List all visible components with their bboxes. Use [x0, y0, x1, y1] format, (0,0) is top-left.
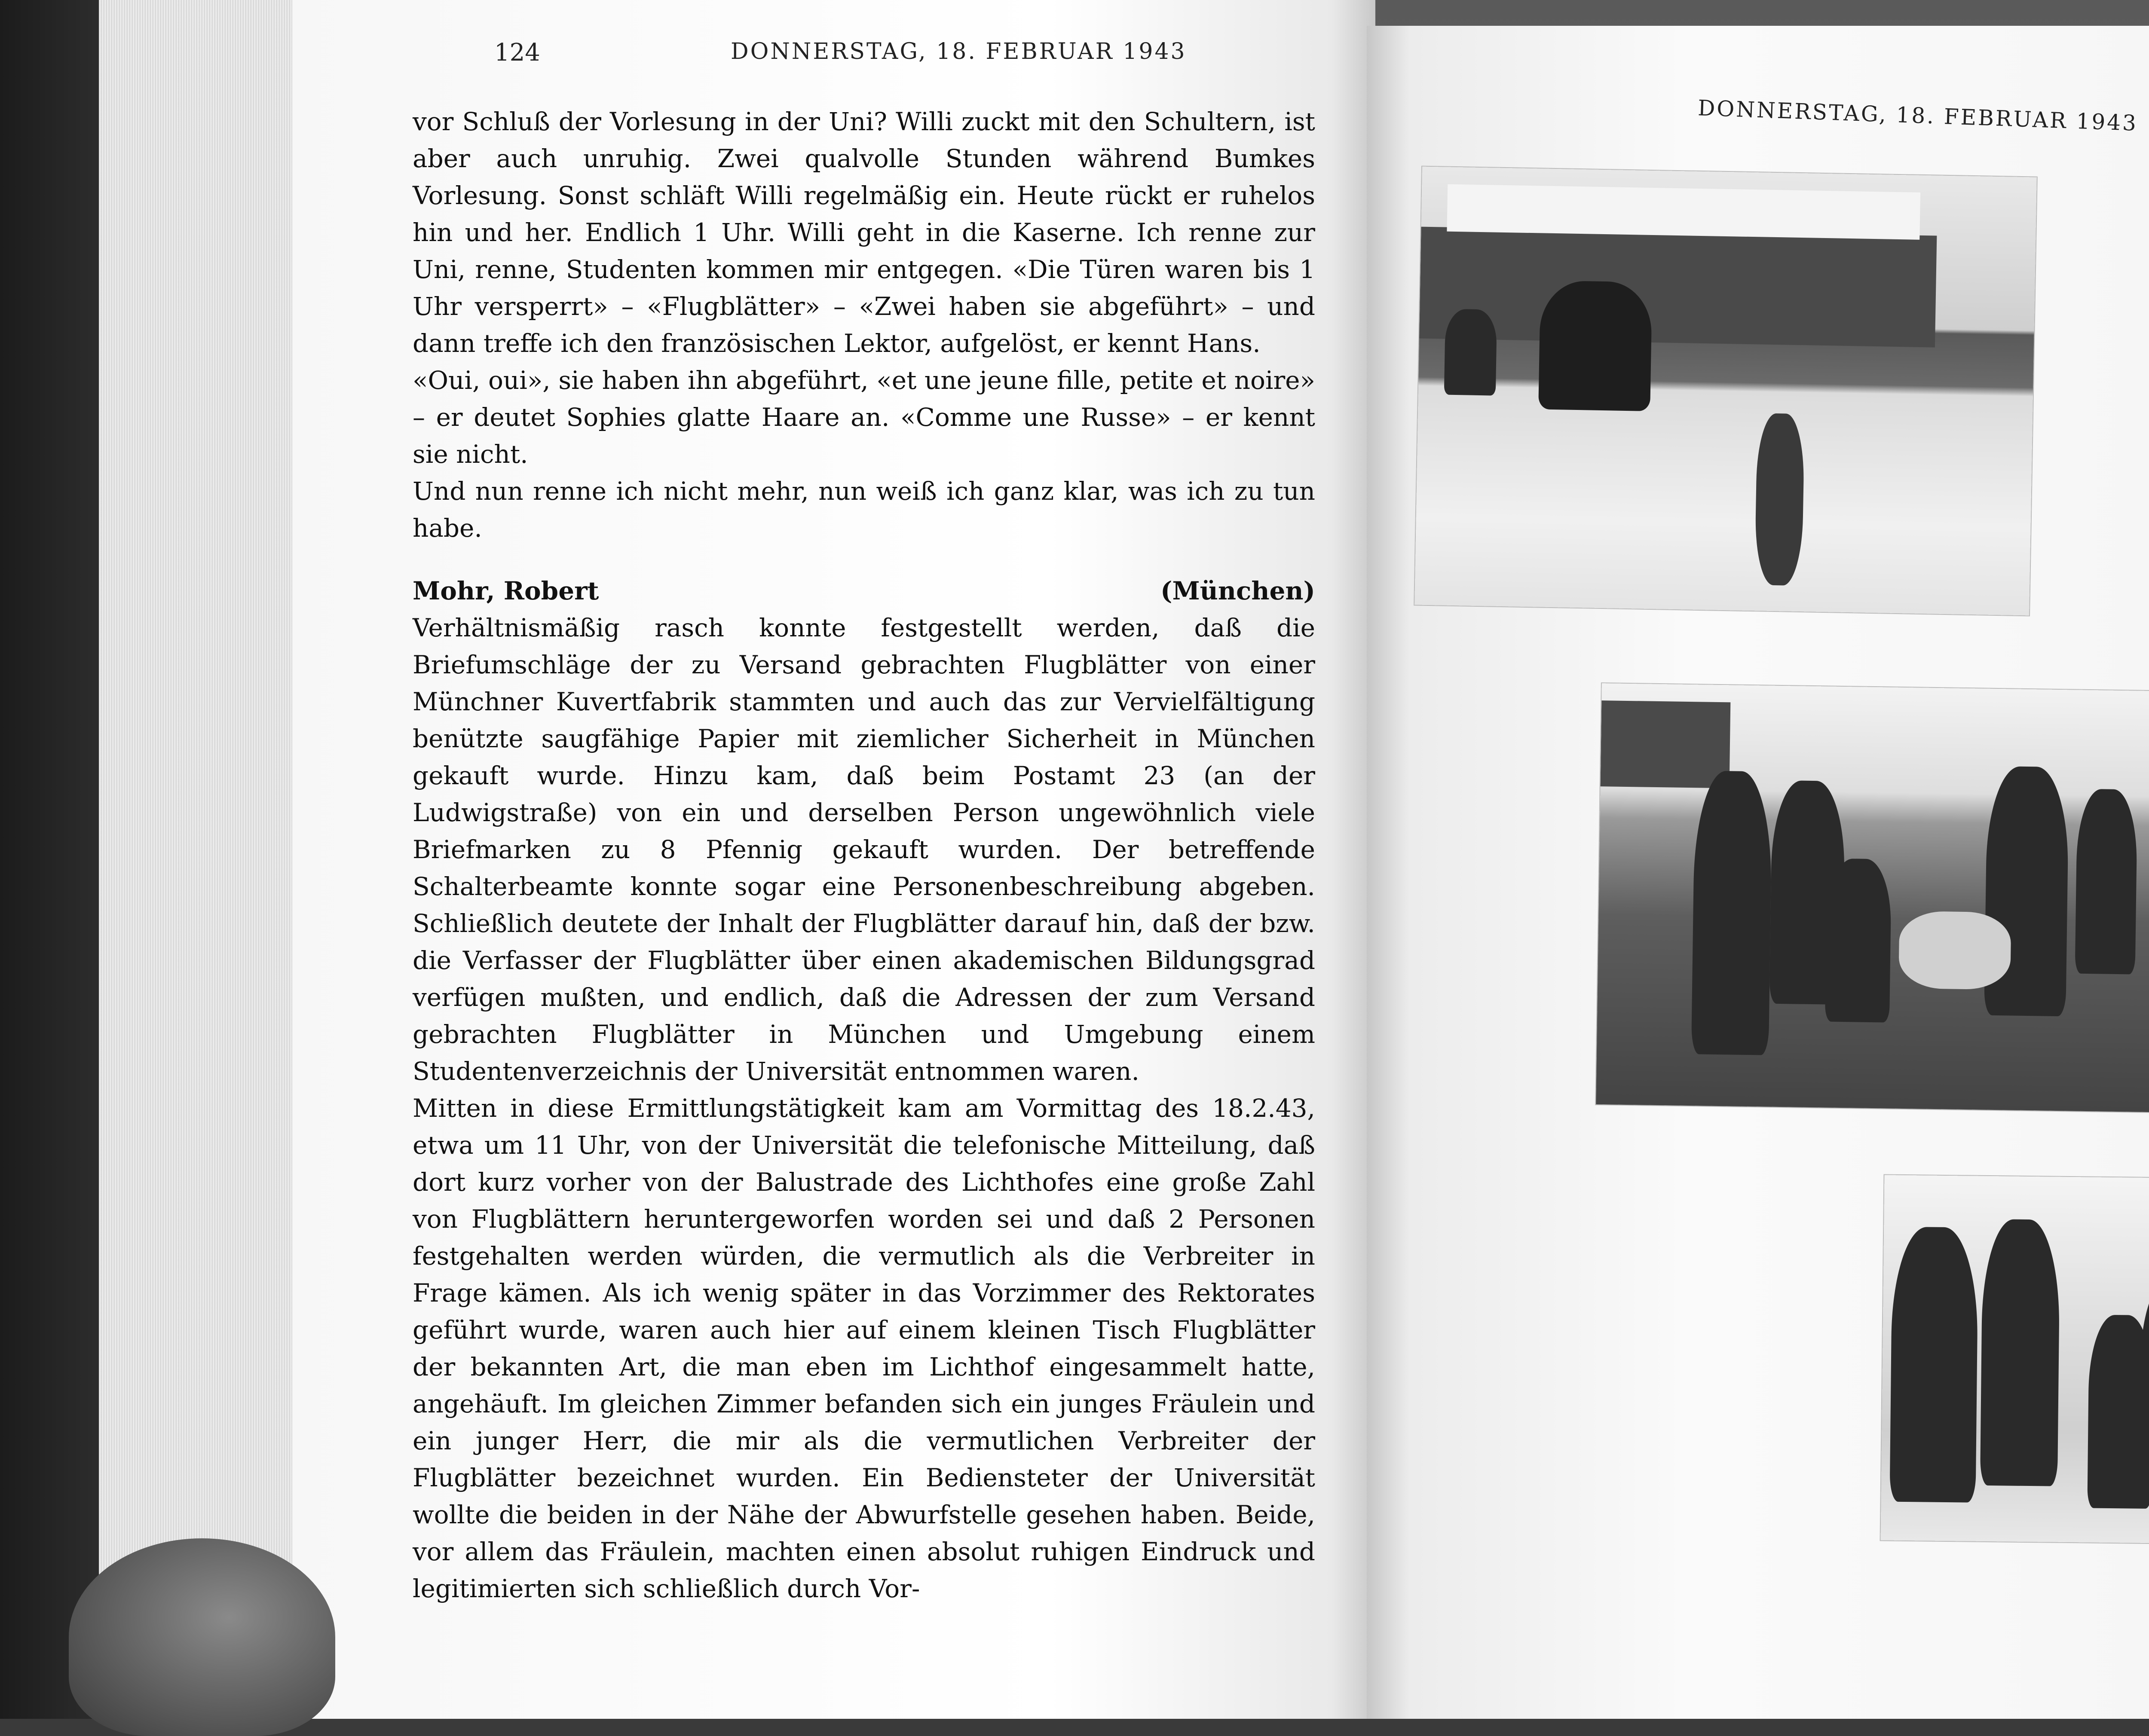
- photo-driver: [1444, 309, 1497, 396]
- book-page-edges-left: [99, 0, 322, 1719]
- paragraph: Verhältnismäßig rasch konnte festgestellt werden, daß die Briefumschläge der zu Versand gebrachten Flugblätter von einer Münchner Kuvertfabrik stammten und auch das zur Vervielfältigung benützte saugfähige Papier mit ziemlicher Sicherheit in München gekauft wurde. Hinzu kam, daß beim Postamt 23 (an der Ludwigstraße) von ein und derselben Person ungewöhnlich viele Briefmarken zu 8 Pfennig gekauft wurden. Der betreffende Schalterbeamte konnte sogar eine Personenbeschreibung abgeben. Schließlich deutete der Inhalt der Flugblätter darauf hin, daß der bzw. die Verfasser der Flugblätter über einen akademischen Bildungsgrad verfügen mußten, und endlich, daß die Adressen der zum Versand gebrachten Flugblätter in München und Umgebung einem Studentenverzeichnis der Universität entnommen waren.: [413, 613, 1315, 1086]
- paragraph: Und nun renne ich nicht mehr, nun weiß ich ganz klar, was ich zu tun habe.: [413, 477, 1315, 543]
- photo-smoke: [1898, 911, 2011, 990]
- photo-child: [1825, 858, 1892, 1022]
- reader-thumb: [69, 1538, 335, 1736]
- running-head-right: DONNERSTAG, 18. FEBRUAR 1943: [1697, 95, 2138, 136]
- photo-house: [1419, 227, 1937, 348]
- photo-child: [1890, 1227, 1979, 1503]
- page-number: 124: [494, 39, 540, 67]
- photo-hut: [1601, 700, 1731, 788]
- photo-roof: [1447, 184, 1920, 240]
- photo-person: [2075, 789, 2138, 975]
- photo-shadow: [1754, 413, 1805, 586]
- entry-name: Mohr, Robert: [413, 576, 599, 605]
- paragraph: «Oui, oui», sie haben ihn abgeführt, «et une jeune fille, petite et noire» – er deutet Sophies glatte Haare an. «Comme une Russe» – er kennt sie nicht.: [413, 366, 1315, 469]
- paragraph: vor Schluß der Vorlesung in der Uni? Willi zuckt mit den Schultern, ist aber auch unruhig. Zwei qualvolle Stunden während Bumkes Vorlesung. Sonst schläft Willi regelmäßig ein. Heute rückt er ruhelos hin und her. Endlich 1 Uhr. Willi geht in die Kaserne. Ich renne zur Uni, renne, Studenten kommen mir entgegen. «Die Türen waren bis 1 Uhr versperrt» – «Flugblätter» – «Zwei haben sie abgeführt» – und dann treffe ich den französischen Lektor, aufgelöst, er kennt Hans.: [413, 107, 1315, 358]
- left-page-text: [413, 103, 1315, 1607]
- photo-person: [1691, 770, 1772, 1055]
- photo-child: [2139, 1277, 2149, 1492]
- paragraph: Mitten in diese Ermittlungstätigkeit kam am Vormittag des 18.2.43, etwa um 11 Uhr, von der Universität die telefonische Mitteilung, daß dort kurz vorher von der Balustrade des Lichthofes eine große Zahl von Flugblättern heruntergeworfen worden sei und daß 2 Personen festgehalten werden würden, die vermutlich als die Verbreiter in Frage kämen. Als ich wenig später in das Vorzimmer des Rektorates geführt wurde, waren auch hier auf einem kleinen Tisch Flugblätter der bekannten Art, die man eben im Lichthof eingesammelt hatte, angehäuft. Im gleichen Zimmer befanden sich ein junges Fräulein und ein junger Herr, die mir als die vermutlichen Verbreiter der Flugblätter bezeichnet wurden. Ein Bediensteter der Universität wollte die beiden in der Nähe der Abwurfstelle gesehen haben. Beide, vor allem das Fräulein, machten einen absolut ruhigen Eindruck und legitimierten sich schließlich durch Vor-: [413, 1094, 1315, 1603]
- photo-child: [1980, 1219, 2060, 1486]
- entry-place: (München): [1160, 576, 1315, 605]
- entry-heading: [413, 572, 1315, 609]
- photo-children-winter: [1881, 1175, 2149, 1545]
- photo-horse-sledge: [1414, 167, 2037, 616]
- photo-group-cooking: [1596, 683, 2149, 1113]
- photo-horse: [1538, 280, 1652, 411]
- running-head-left: DONNERSTAG, 18. FEBRUAR 1943: [731, 39, 1187, 64]
